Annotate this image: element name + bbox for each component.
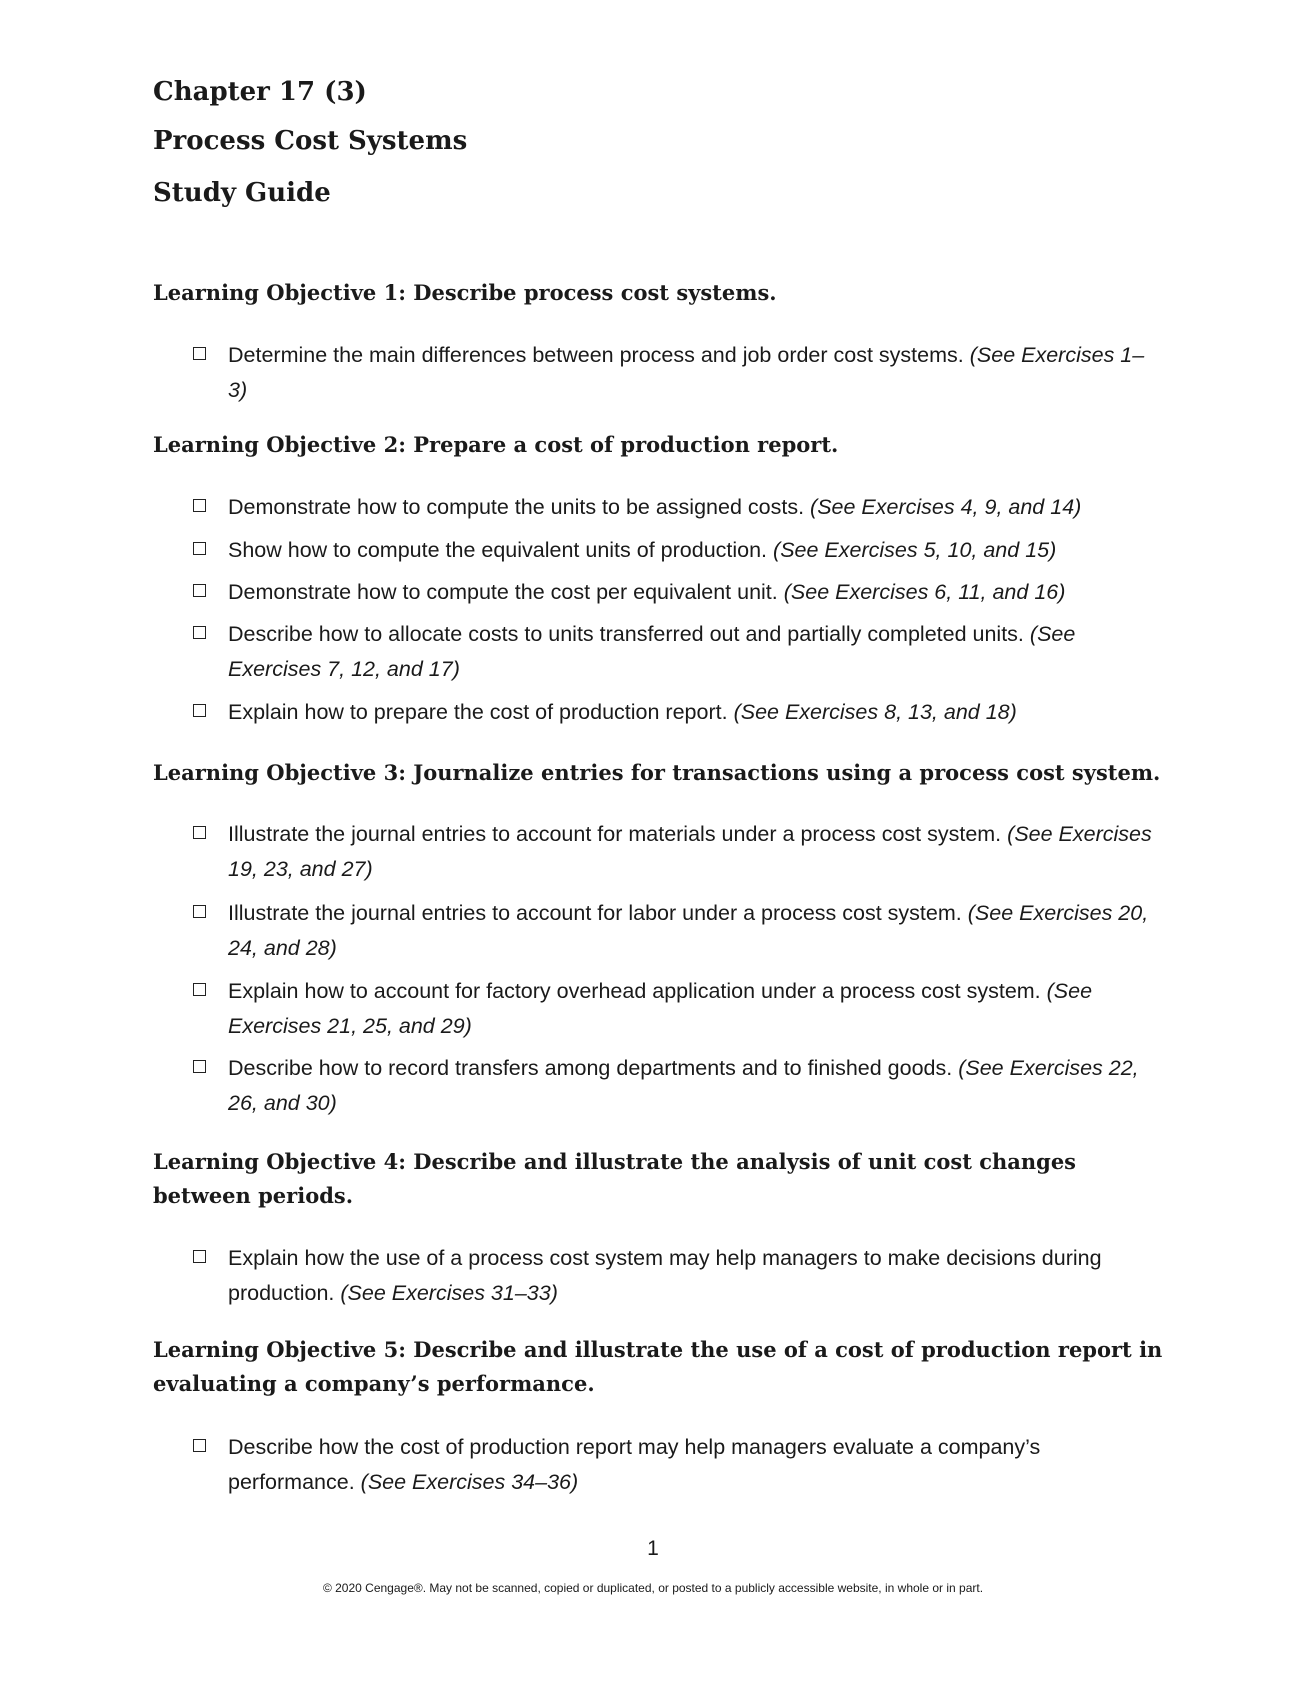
objective-1-heading: Learning Objective 1: Describe process cost systems. xyxy=(153,280,777,305)
exercise-reference: (See Exercises 19, 23, and 27) xyxy=(228,822,1152,881)
item-text: Determine the main differences between process and job order cost systems. xyxy=(228,343,964,367)
objective-5-heading: Learning Objective 5: Describe and illustrate the use of a cost of production report in evaluating a company’s performance. xyxy=(153,1337,1163,1396)
item-text: Show how to compute the equivalent units of production. xyxy=(228,538,768,562)
exercise-reference: (See Exercises 21, 25, and 29) xyxy=(228,979,1093,1038)
item-text: Illustrate the journal entries to account for labor under a process cost system. xyxy=(228,901,962,925)
objective-2-item-3 xyxy=(193,575,1153,610)
checkbox-icon[interactable] xyxy=(193,905,206,918)
page-number: 1 xyxy=(647,1537,659,1560)
copyright-notice: © 2020 Cengage®. May not be scanned, copied or duplicated, or posted to a publicly accessible website, in whole or in part. xyxy=(322,1581,984,1595)
subject-title: Process Cost Systems xyxy=(153,126,468,156)
checkbox-icon[interactable] xyxy=(193,826,206,839)
objective-3-item-2 xyxy=(193,896,1153,966)
chapter-title: Chapter 17 (3) xyxy=(153,77,367,107)
checkbox-icon[interactable] xyxy=(193,584,206,597)
exercise-reference: (See Exercises 34–36) xyxy=(360,1470,579,1494)
exercise-reference: (See Exercises 20, 24, and 28) xyxy=(228,901,1149,960)
item-text: Illustrate the journal entries to account for materials under a process cost system. xyxy=(228,822,1002,846)
exercise-reference: (See Exercises 1–3) xyxy=(228,343,1145,402)
checkbox-icon[interactable] xyxy=(193,1250,206,1263)
objective-3-item-3 xyxy=(193,974,1153,1044)
exercise-reference: (See Exercises 5, 10, and 15) xyxy=(773,538,1057,562)
checkbox-icon[interactable] xyxy=(193,704,206,717)
checkbox-icon[interactable] xyxy=(193,499,206,512)
objective-3-item-4 xyxy=(193,1051,1153,1121)
item-text: Explain how the use of a process cost system may help managers to make decisions during production. xyxy=(228,1246,1102,1305)
exercise-reference: (See Exercises 6, 11, and 16) xyxy=(783,580,1066,604)
item-text: Describe how to allocate costs to units transferred out and partially completed units. xyxy=(228,622,1024,646)
objective-5-item-1 xyxy=(193,1430,1153,1500)
exercise-reference: (See Exercises 7, 12, and 17) xyxy=(228,622,1076,681)
checkbox-icon[interactable] xyxy=(193,347,206,360)
checkbox-icon[interactable] xyxy=(193,1060,206,1073)
exercise-reference: (See Exercises 4, 9, and 14) xyxy=(810,495,1082,519)
objective-3-item-1 xyxy=(193,817,1153,887)
objective-2-item-5 xyxy=(193,695,1153,730)
objective-4-item-1 xyxy=(193,1241,1153,1311)
checkbox-icon[interactable] xyxy=(193,1439,206,1452)
objective-4-heading: Learning Objective 4: Describe and illustrate the analysis of unit cost changes between periods. xyxy=(153,1149,1077,1208)
item-text: Demonstrate how to compute the cost per equivalent unit. xyxy=(228,580,778,604)
objective-2-item-4 xyxy=(193,617,1153,687)
item-text: Explain how to prepare the cost of production report. xyxy=(228,700,728,724)
checkbox-icon[interactable] xyxy=(193,542,206,555)
item-text: Describe how to record transfers among departments and to finished goods. xyxy=(228,1056,953,1080)
doc-type-title: Study Guide xyxy=(153,178,331,208)
item-text: Demonstrate how to compute the units to be assigned costs. xyxy=(228,495,805,519)
exercise-reference: (See Exercises 8, 13, and 18) xyxy=(733,700,1017,724)
item-text: Explain how to account for factory overhead application under a process cost system. xyxy=(228,979,1041,1003)
objective-2-heading: Learning Objective 2: Prepare a cost of production report. xyxy=(153,432,839,457)
exercise-reference: (See Exercises 22, 26, and 30) xyxy=(228,1056,1139,1115)
objective-2-item-2 xyxy=(193,533,1153,568)
objective-1-item-1 xyxy=(193,338,1153,408)
item-text: Describe how the cost of production report may help managers evaluate a company’s performance. xyxy=(228,1435,1041,1494)
objective-2-item-1 xyxy=(193,490,1153,525)
checkbox-icon[interactable] xyxy=(193,626,206,639)
exercise-reference: (See Exercises 31–33) xyxy=(340,1281,558,1305)
checkbox-icon[interactable] xyxy=(193,983,206,996)
objective-3-heading: Learning Objective 3: Journalize entries for transactions using a process cost system. xyxy=(153,760,1161,785)
